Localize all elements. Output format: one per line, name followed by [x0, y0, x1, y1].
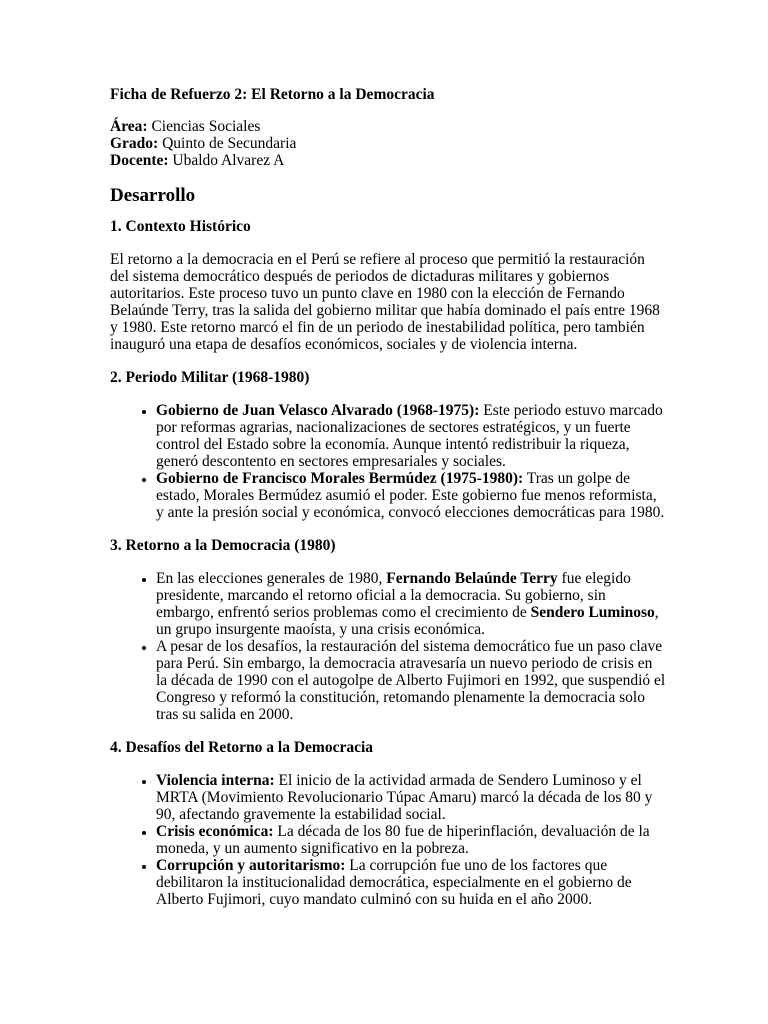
section-heading-contexto: 1. Contexto Histórico	[110, 218, 251, 235]
item-text: La década de los 80 fue de hiperinflación, devaluación de la moneda, y un aumento significativo en la pobreza.	[156, 823, 650, 857]
meta-area	[110, 118, 666, 135]
item-lead: Corrupción y autoritarismo:	[156, 857, 346, 874]
main-heading: Desarrollo	[110, 185, 196, 206]
item-bold: Sendero Luminoso	[530, 604, 655, 621]
item-text: Este periodo estuvo marcado por reformas agrarias, nacionalizaciones de sectores estratégicos, y un fuerte control del Estado sobre la economía. Aunque intentó redistribuir la riqueza, generó descontento en sectores empresariales y sociales.	[156, 402, 663, 470]
document-body	[110, 86, 666, 924]
section-paragraph-contexto: El retorno a la democracia en el Perú se refiere al proceso que permitió la restauración del sistema democrático después de periodos de dictaduras militares y gobiernos autoritarios. Este proceso tuvo un punto clave en 1980 con la elección de Fernando Belaúnde Terry, tras la salida del gobierno militar que había dominado el país entre 1968 y 1980. Este retorno marcó el fin de un periodo de inestabilidad política, pero también inauguró una etapa de desafíos económicos, sociales y de violencia interna.	[110, 251, 660, 353]
document-meta	[110, 118, 666, 169]
list-item	[156, 570, 666, 638]
item-text: Tras un golpe de estado, Morales Bermúdez asumió el poder. Este gobierno fue menos reformista, y ante la presión social y económica, convocó elecciones democráticas para 1980.	[156, 470, 665, 521]
item-text: El inicio de la actividad armada de Sendero Luminoso y el MRTA (Movimiento Revolucionario Túpac Amaru) marcó la década de los 80 y 90, afectando gravemente la estabilidad social.	[156, 772, 653, 823]
item-text: fue elegido presidente, marcando el retorno oficial a la democracia. Su gobierno, sin embargo, enfrentó serios problemas como el crecimiento de	[156, 570, 631, 621]
meta-value: Quinto de Secundaria	[158, 135, 297, 152]
list-item	[156, 772, 666, 823]
list-item	[156, 638, 666, 723]
meta-label: Grado:	[110, 135, 159, 152]
item-lead: Violencia interna:	[156, 772, 275, 789]
list-item	[156, 402, 666, 470]
item-text: , un grupo insurgente maoísta, y una crisis económica.	[156, 604, 659, 638]
section-heading-retorno: 3. Retorno a la Democracia (1980)	[110, 537, 336, 554]
item-lead: Gobierno de Francisco Morales Bermúdez (1975-1980):	[156, 470, 524, 487]
meta-label: Docente:	[110, 152, 169, 169]
bullet-list-periodo-militar	[110, 402, 666, 521]
item-text: En las elecciones generales de 1980,	[156, 570, 387, 587]
section-heading-desafios: 4. Desafíos del Retorno a la Democracia	[110, 739, 374, 756]
meta-grado	[110, 135, 666, 152]
section-heading-periodo-militar: 2. Periodo Militar (1968-1980)	[110, 369, 310, 386]
item-lead: Crisis económica:	[156, 823, 274, 840]
bullet-list-desafios	[110, 772, 666, 908]
meta-label: Área:	[110, 118, 148, 135]
item-lead: Gobierno de Juan Velasco Alvarado (1968-1975):	[156, 402, 480, 419]
meta-docente	[110, 152, 666, 169]
bullet-list-retorno	[110, 570, 666, 723]
list-item	[156, 857, 666, 908]
list-item	[156, 823, 666, 857]
item-text: A pesar de los desafíos, la restauración del sistema democrático fue un paso clave para Perú. Sin embargo, la democracia atravesaría un nuevo periodo de crisis en la década de 1990 con el autogolpe de Alberto Fujimori en 1992, que suspendió el Congreso y reformó la constitución, retomando plenamente la democracia solo tras su salida en 2000.	[156, 638, 666, 723]
list-item	[156, 470, 666, 521]
item-text: La corrupción fue uno de los factores que debilitaron la institucionalidad democrática, especialmente en el gobierno de Alberto Fujimori, cuyo mandato culminó con su huida en el año 2000.	[156, 857, 632, 908]
item-bold: Fernando Belaúnde Terry	[386, 570, 558, 587]
document-title: Ficha de Refuerzo 2: El Retorno a la Democracia	[110, 86, 435, 103]
meta-value: Ciencias Sociales	[147, 118, 261, 135]
meta-value: Ubaldo Alvarez A	[168, 152, 285, 169]
